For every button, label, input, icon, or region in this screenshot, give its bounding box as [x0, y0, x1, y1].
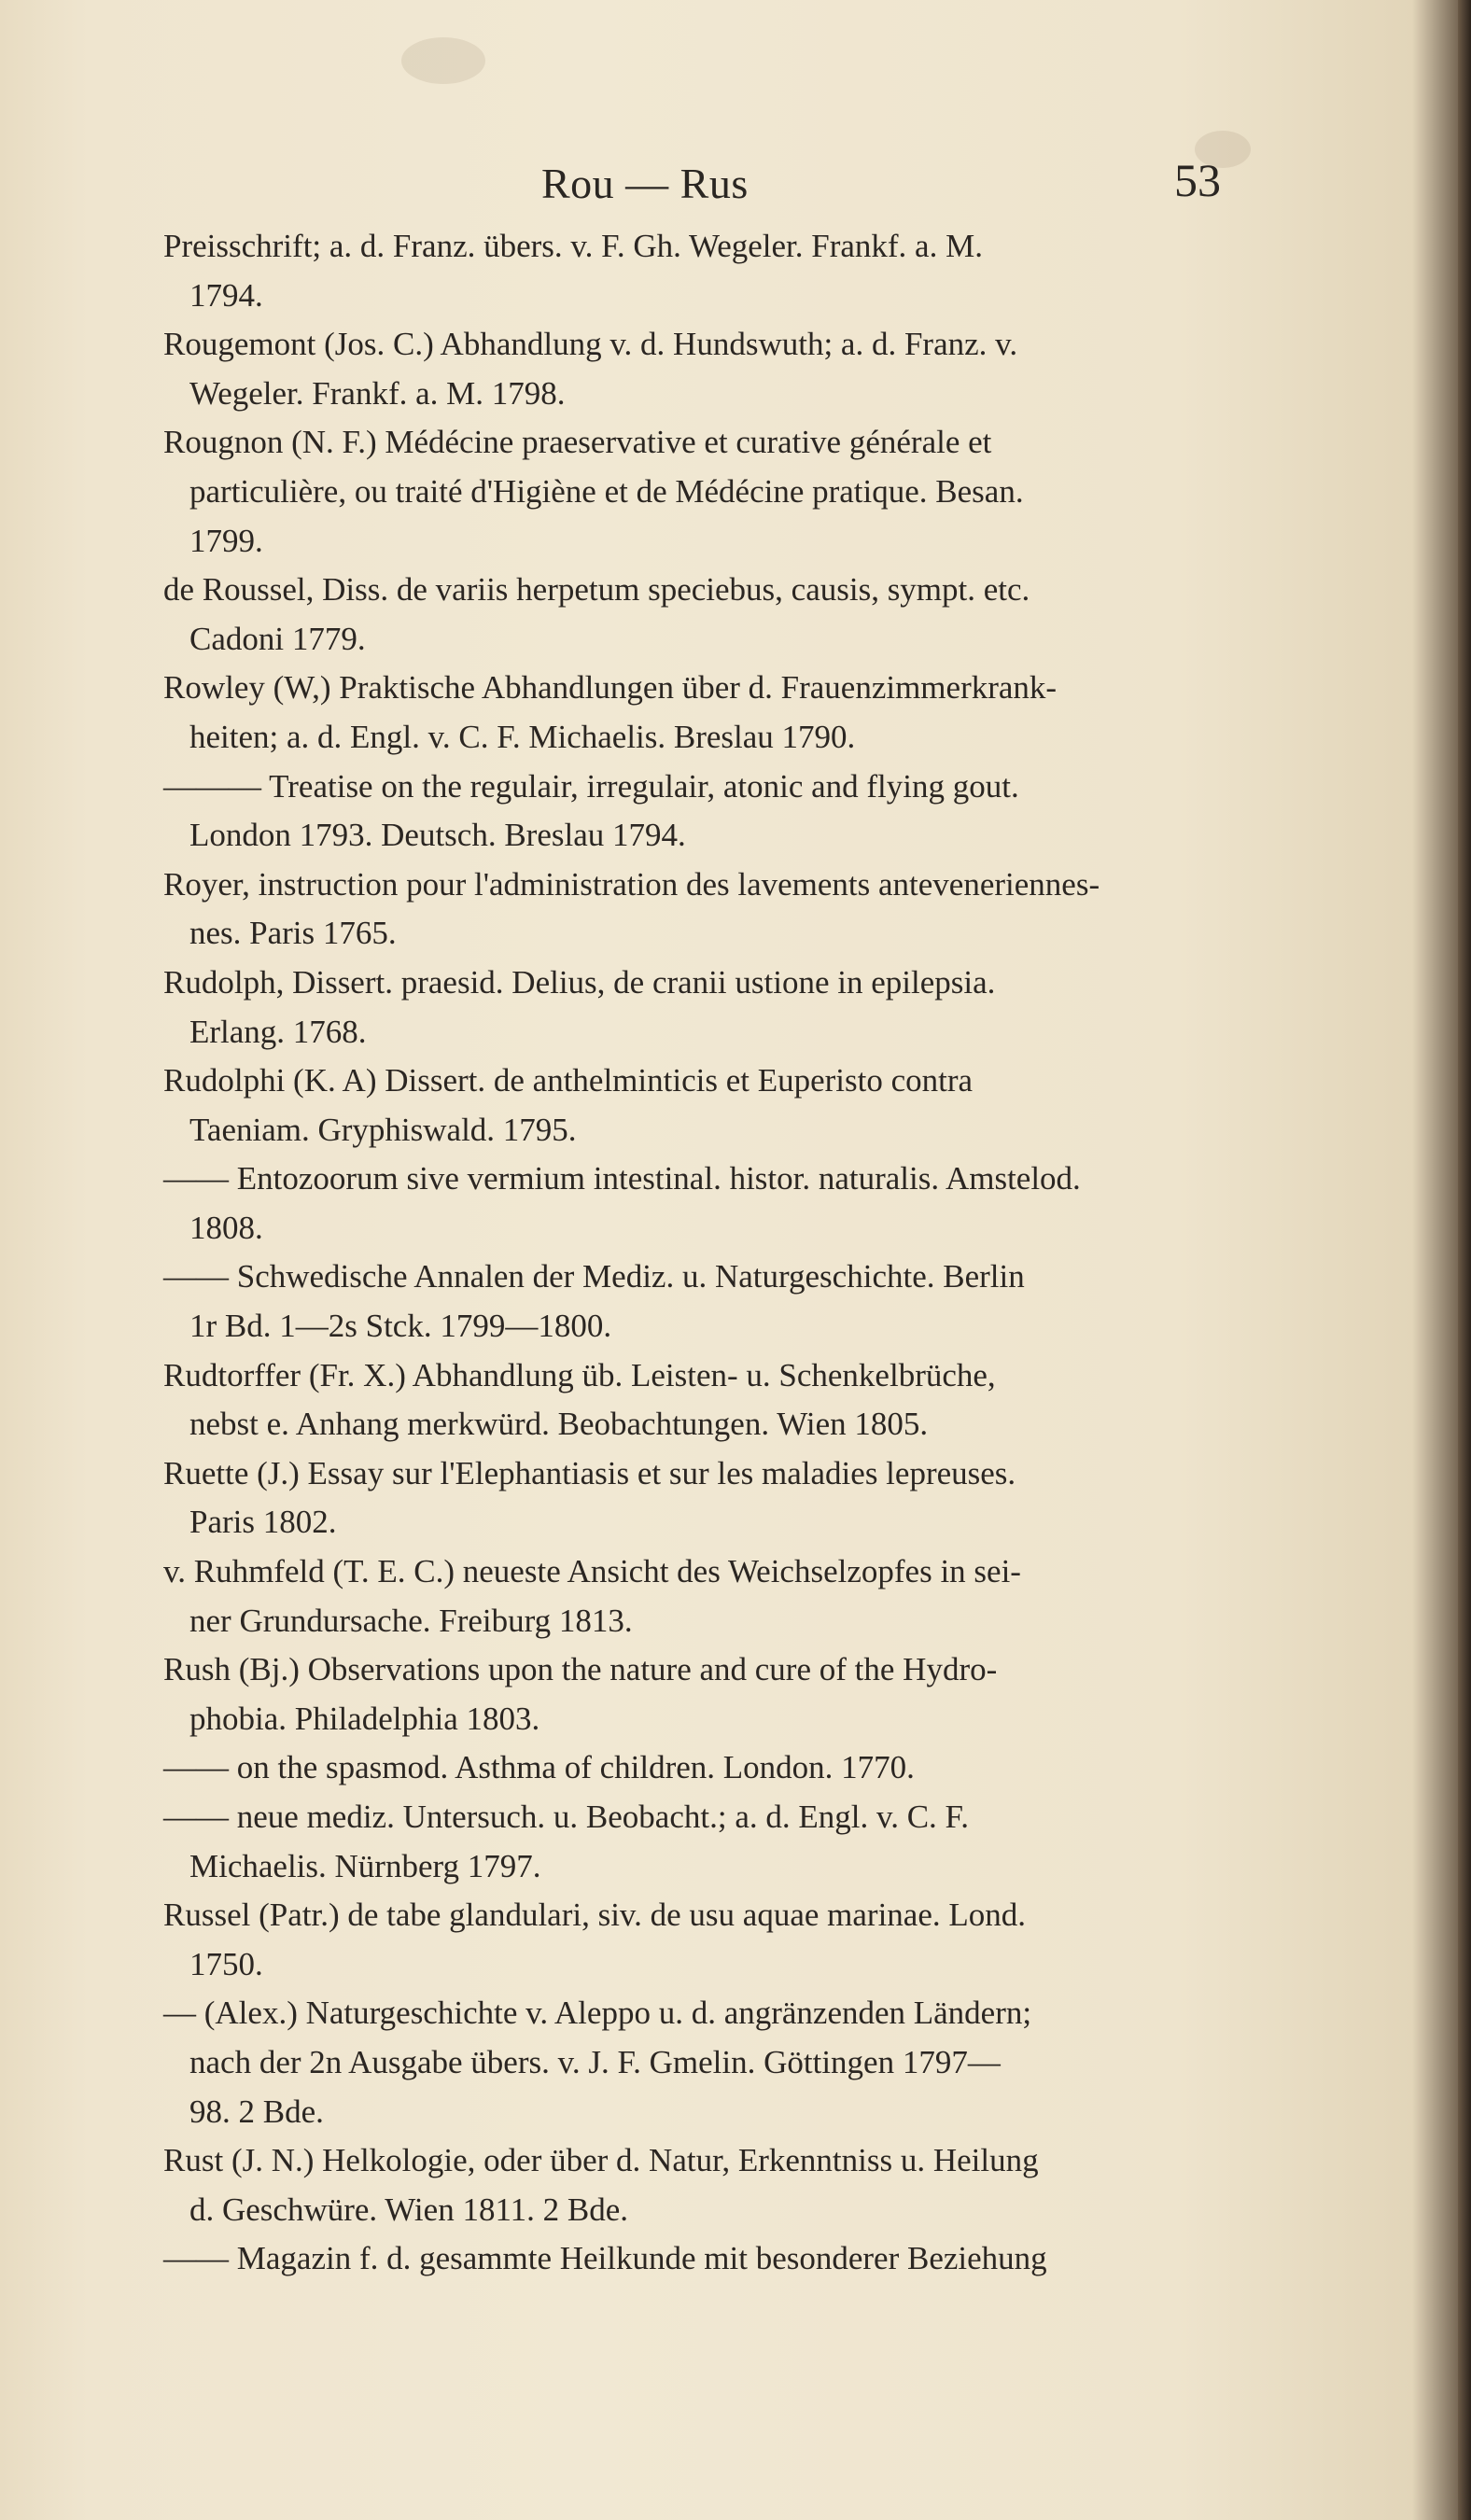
text-line: Wegeler. Frankf. a. M. 1798. — [189, 374, 566, 412]
text-line: phobia. Philadelphia 1803. — [189, 1700, 540, 1737]
text-line: Russel (Patr.) de tabe glandulari, siv. de usu aquae marinae. Lond. — [163, 1897, 1026, 1934]
text-line: nes. Paris 1765. — [189, 915, 397, 952]
text-line: Cadoni 1779. — [189, 620, 366, 657]
text-line: 1r Bd. 1—2s Stck. 1799—1800. — [189, 1308, 612, 1345]
text-line: Rust (J. N.) Helkologie, oder über d. Natur, Erkenntniss u. Heilung — [163, 2142, 1039, 2179]
text-line: particulière, ou traité d'Higiène et de Médécine pratique. Besan. — [189, 472, 1024, 510]
text-line: heiten; a. d. Engl. v. C. F. Michaelis. Breslau 1790. — [189, 718, 856, 755]
text-line: de Roussel, Diss. de variis herpetum speciebus, causis, sympt. etc. — [163, 571, 1030, 609]
text-line: nebst e. Anhang merkwürd. Beobachtungen. Wien 1805. — [189, 1406, 929, 1443]
text-line: Ruette (J.) Essay sur l'Elephantiasis et sur les maladies lepreuses. — [163, 1454, 1016, 1491]
text-line: —— neue mediz. Untersuch. u. Beobacht.; a. d. Engl. v. C. F. — [163, 1799, 969, 1835]
page-edge-shadow — [1458, 0, 1471, 2520]
text-line: —— Entozoorum sive vermium intestinal. histor. naturalis. Amstelod. — [163, 1160, 1081, 1197]
text-line: — (Alex.) Naturgeschichte v. Aleppo u. d. angränzenden Ländern; — [163, 1995, 1032, 2032]
text-line: d. Geschwüre. Wien 1811. 2 Bde. — [189, 2191, 629, 2228]
page-number: 53 — [1174, 154, 1221, 206]
text-line: Rudolph, Dissert. praesid. Delius, de cranii ustione in epilepsia. — [163, 963, 996, 1001]
text-line: Rudtorffer (Fr. X.) Abhandlung üb. Leisten- u. Schenkelbrüche, — [163, 1356, 996, 1393]
text-line: ——— Treatise on the regulair, irregulair, atonic and flying gout. — [163, 767, 1019, 805]
text-line: 1794. — [189, 276, 263, 314]
paper-stain — [401, 37, 485, 84]
text-line: Michaelis. Nürnberg 1797. — [189, 1847, 541, 1884]
text-line: Preisschrift; a. d. Franz. übers. v. F. Gh. Wegeler. Frankf. a. M. — [163, 228, 983, 264]
text-line: 98. 2 Bde. — [189, 2093, 324, 2130]
text-line: nach der 2n Ausgabe übers. v. J. F. Gmelin. Göttingen 1797— — [189, 2043, 1001, 2080]
text-line: 1799. — [189, 522, 263, 559]
text-line: Rougemont (Jos. C.) Abhandlung v. d. Hundswuth; a. d. Franz. v. — [163, 326, 1018, 363]
text-line: Paris 1802. — [189, 1504, 337, 1541]
running-head: Rou — Rus — [541, 160, 749, 207]
text-line: Taeniam. Gryphiswald. 1795. — [189, 1111, 577, 1148]
text-line: 1808. — [189, 1209, 263, 1246]
page-header — [0, 154, 1471, 215]
bibliography-text — [163, 222, 1254, 2284]
text-line: Royer, instruction pour l'administration des lavements anteveneriennes- — [163, 865, 1100, 903]
text-line: Erlang. 1768. — [189, 1013, 367, 1050]
text-line: v. Ruhmfeld (T. E. C.) neueste Ansicht des Weichselzopfes in sei- — [163, 1553, 1021, 1590]
text-line: Rowley (W,) Praktische Abhandlungen über d. Frauenzimmerkrank- — [163, 669, 1058, 707]
text-line: —— Schwedische Annalen der Mediz. u. Naturgeschichte. Berlin — [163, 1258, 1025, 1295]
text-line: —— Magazin f. d. gesammte Heilkunde mit besonderer Beziehung — [163, 2240, 1047, 2277]
text-line: Rush (Bj.) Observations upon the nature and cure of the Hydro- — [163, 1651, 998, 1688]
text-line: London 1793. Deutsch. Breslau 1794. — [189, 817, 686, 854]
text-line: —— on the spasmod. Asthma of children. London. 1770. — [163, 1749, 915, 1786]
text-line: Rougnon (N. F.) Médécine praeservative et curative générale et — [163, 424, 992, 461]
text-line: ner Grundursache. Freiburg 1813. — [189, 1602, 633, 1639]
text-line: Rudolphi (K. A) Dissert. de anthelminticis et Euperisto contra — [163, 1062, 974, 1099]
text-line: 1750. — [189, 1945, 263, 1982]
